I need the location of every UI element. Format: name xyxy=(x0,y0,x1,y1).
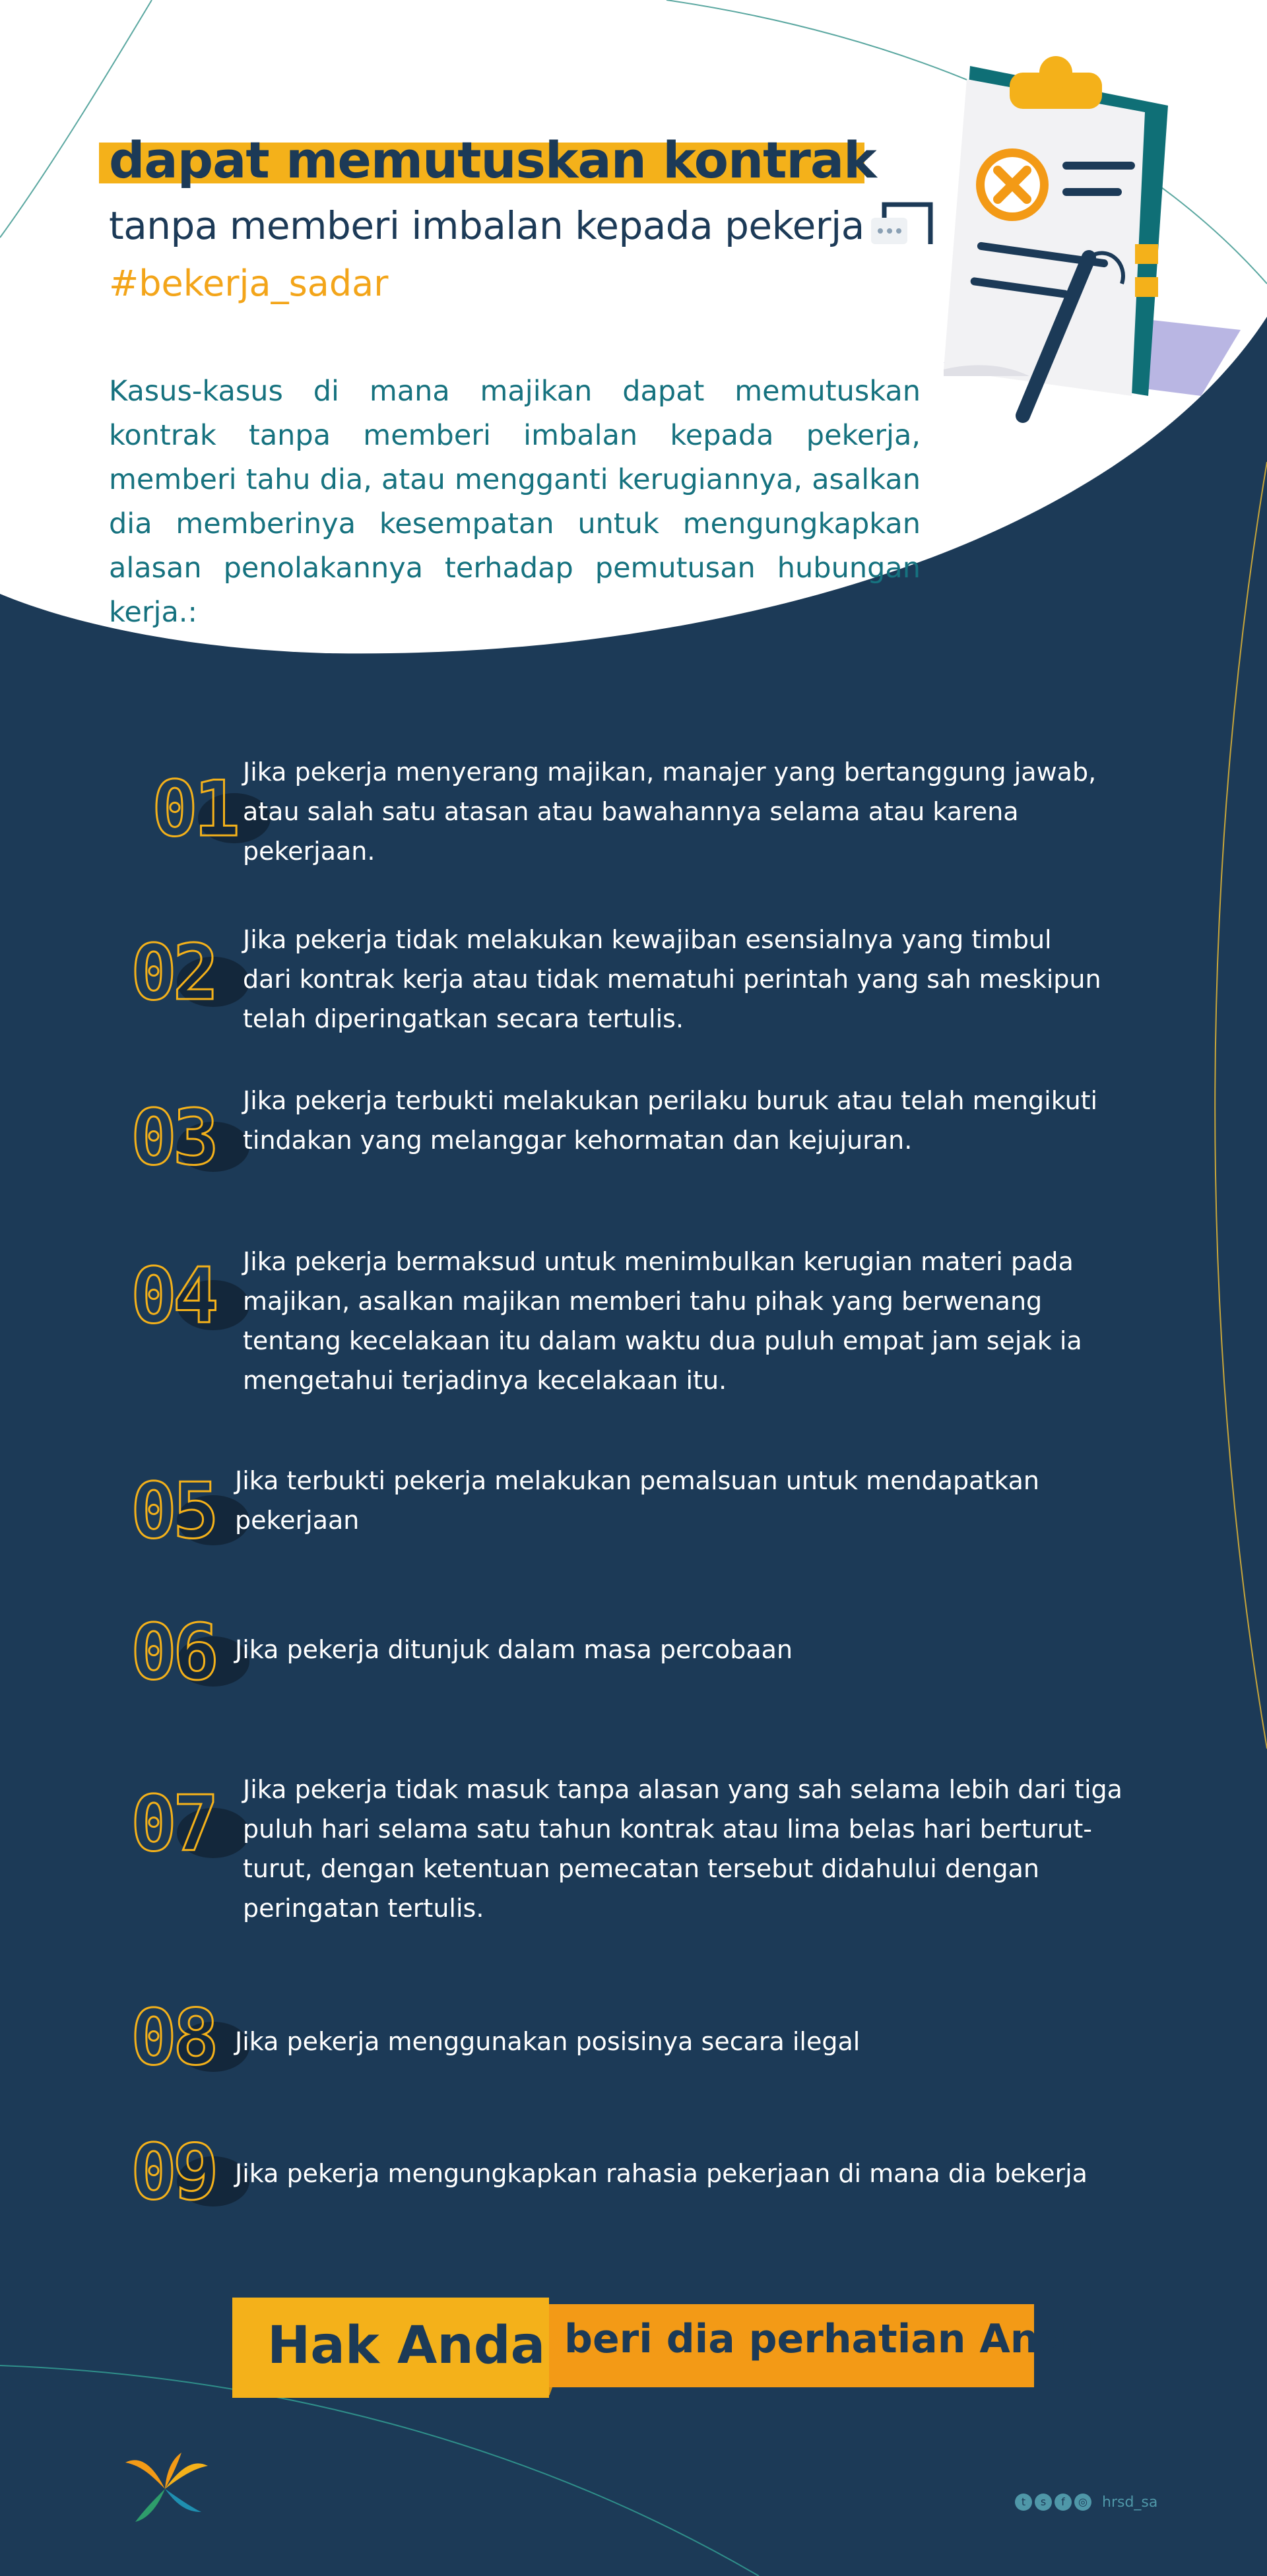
item-number: 09 xyxy=(131,2128,215,2217)
item-text: Jika terbukti pekerja melakukan pemalsuan untuk mendapatkan pekerjaan xyxy=(235,1466,1039,1535)
item-number: 03 xyxy=(131,1093,215,1182)
instagram-icon[interactable]: ◎ xyxy=(1074,2494,1091,2511)
item-number: 08 xyxy=(131,1993,215,2082)
page-subtitle: tanpa memberi imbalan kepada pekerja xyxy=(109,203,864,248)
item-number-badge xyxy=(131,1995,243,2081)
item-number: 05 xyxy=(131,1467,215,1556)
facebook-icon[interactable]: f xyxy=(1055,2494,1072,2511)
banner-left-text: Hak Anda xyxy=(267,2316,546,2375)
item-number-badge xyxy=(131,1610,243,1696)
banner-right-text: beri dia perhatian Anda xyxy=(564,2316,1093,2362)
ministry-logo-icon xyxy=(119,2449,211,2528)
item-text: Jika pekerja menggunakan posisinya secara ilegal xyxy=(235,2027,861,2056)
item-number: 06 xyxy=(131,1608,215,1697)
item-number-badge xyxy=(131,2130,243,2216)
item-text: Jika pekerja tidak masuk tanpa alasan yang sah selama lebih dari tiga puluh hari selama satu tahun kontrak atau lima belas hari berturut-turut, dengan ketentuan pemecatan tersebut didahului dengan peringatan tertulis. xyxy=(243,1775,1122,1923)
social-links xyxy=(1015,2492,1157,2513)
item-number: 07 xyxy=(131,1780,215,1869)
clipboard-illustration xyxy=(871,53,1241,435)
item-number-badge xyxy=(131,1469,243,1555)
item-number: 04 xyxy=(131,1252,215,1341)
item-text: Jika pekerja mengungkapkan rahasia pekerjaan di mana dia bekerja xyxy=(235,2159,1088,2188)
intro-paragraph: Kasus-kasus di mana majikan dapat memutuskan kontrak tanpa memberi imbalan kepada pekerja, memberi tahu dia, atau mengganti kerugiannya, asalkan dia memberinya kesempatan untuk mengungkapkan alasan penolakannya terhadap pemutusan hubungan kerja.: xyxy=(109,375,921,629)
twitter-icon[interactable]: t xyxy=(1015,2494,1032,2511)
item-text: Jika pekerja bermaksud untuk menimbulkan kerugian materi pada majikan, asalkan majikan memberi tahu pihak yang berwenang tentang kecelakaan itu dalam waktu dua puluh empat jam sejak ia mengetahui terjadinya kecelakaan itu. xyxy=(243,1247,1082,1395)
item-number-badge xyxy=(131,1782,243,1867)
item-number-badge xyxy=(131,930,243,1016)
item-text: Jika pekerja menyerang majikan, manajer yang bertanggung jawab, atau salah satu atasan atau bawahannya selama atau karena pekerjaan. xyxy=(243,757,1097,866)
item-number: 01 xyxy=(152,765,236,854)
social-handle[interactable]: hrsd_sa xyxy=(1102,2494,1158,2511)
item-text: Jika pekerja tidak melakukan kewajiban esensialnya yang timbul dari kontrak kerja atau tidak mematuhi perintah yang sah meskipun telah diperingatkan secara tertulis. xyxy=(243,925,1101,1033)
snapchat-icon[interactable]: s xyxy=(1035,2494,1052,2511)
item-text: Jika pekerja terbukti melakukan perilaku buruk atau telah mengikuti tindakan yang melanggar kehormatan dan kejujuran. xyxy=(243,1086,1098,1155)
item-number-badge xyxy=(131,1254,243,1339)
decorative-curve xyxy=(1175,462,1267,1782)
page-title: dapat memutuskan kontrak xyxy=(109,131,876,189)
item-number-badge xyxy=(131,1095,243,1181)
hashtag-link[interactable]: #bekerja_sadar xyxy=(109,263,389,304)
item-text: Jika pekerja ditunjuk dalam masa percobaan xyxy=(235,1635,793,1664)
item-number: 02 xyxy=(131,928,215,1017)
